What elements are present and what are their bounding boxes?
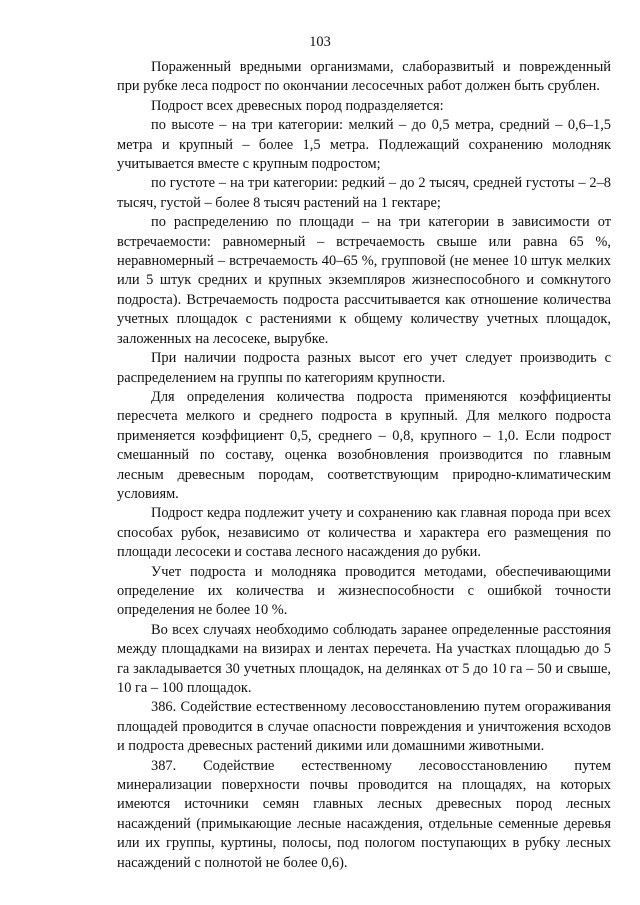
paragraph-by-distribution: по распределению по площади – на три категории в зависимости от встречаемости: равномерный – встречаемость свыше или равна 65 %, неравномерный – встречаемость 40–65 %, групповой (не менее 10 штук мелких или 5 штук средних и крупных экземпляров жизнеспособного и сомкнутого подроста). Встречаемость подроста рассчитывается как отношение количества учетных площадок с растениями к общему количеству учетных площадок, заложенных на лесосеке, вырубке. [117,214,611,347]
paragraph-conversion-coefficients: Для определения количества подроста применяются коэффициенты пересчета мелкого и среднего подроста в крупный. Для мелкого подроста применяется коэффициент 0,5, среднего – 0,8, крупного – 1,0. Если подрост смешанный по составу, оценка возобновления производится по главным лесным древесным породам, соответствующим природно-климатическим условиям. [117,388,611,502]
paragraph-cedar-undergrowth: Подрост кедра подлежит учету и сохранению как главная порода при всех способах рубок, независимо от количества и характера его размещения по площади лесосеки и состава лесного насаждения до рубки. [117,505,611,561]
page-number: 103 [309,34,331,50]
paragraph-386-fencing: 386. Содействие естественному лесовосстановлению путем огораживания площадей проводится в случае опасности повреждения и уничтожения всходов и подроста древесных растений дикими или домашними животными. [117,699,611,755]
paragraph-undergrowth-classification: Подрост всех древесных пород подразделяется: [151,97,444,114]
paragraph-by-density: по густоте – на три категории: редкий – до 2 тысяч, средней густоты – 2–8 тысяч, густой – более 8 тысяч растений на 1 гектаре; [117,175,611,211]
paragraph-accounting-methods: Учет подроста и молодняка проводится методами, обеспечивающими определение их количества и жизнеспособности с ошибкой точности определения не более 10 %. [117,563,611,619]
paragraph-plot-distances: Во всех случаях необходимо соблюдать заранее определенные расстояния между площадками на визирах и лентах перечета. На участках площадью до 5 га закладывается 30 учетных площадок, на делянках от 5 до 10 га – 50 и свыше, 10 га – 100 площадок. [117,621,611,696]
paragraph-by-height: по высоте – на три категории: мелкий – до 0,5 метра, средний – 0,6–1,5 метра и крупный – более 1,5 метра. Подлежащий сохранению молодняк учитывается вместе с крупным подростом; [117,117,611,173]
paragraph-damaged-undergrowth: Пораженный вредными организмами, слаборазвитый и поврежденный при рубке леса подрост по окончании лесосечных работ должен быть срублен. [117,59,611,95]
paragraph-different-heights: При наличии подроста разных высот его учет следует производить с распределением на группы по категориям крупности. [117,350,611,386]
paragraph-387-mineralization: 387. Содействие естественному лесовосстановлению путем минерализации поверхности почвы проводится на площадях, на которых имеются источники семян главных лесных древесных пород лесных насаждений (примыкающие лесные насаждения, отдельные семенные деревья или их группы, куртины, полосы, под пологом поступающих в рубку лесных насаждений с полнотой не более 0,6). [117,757,611,871]
document-body [117,58,611,873]
